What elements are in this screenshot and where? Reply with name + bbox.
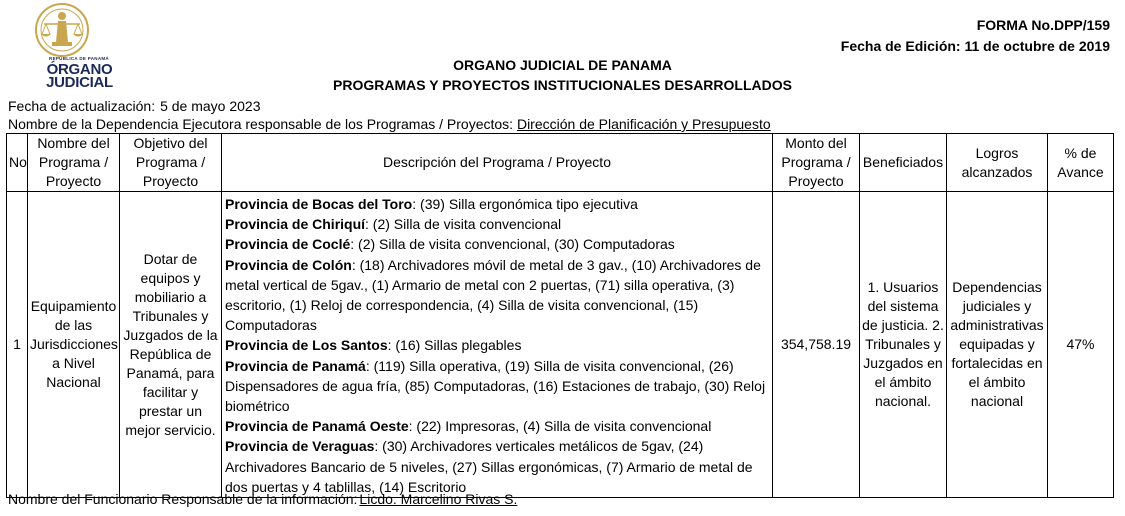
header-progress: % de Avance xyxy=(1048,134,1114,192)
cell-amount: 354,758.19 xyxy=(773,192,860,498)
cell-objective: Dotar de equipos y mobiliario a Tribunales y Juzgados de la República de Panamá, para facilitar y prestar un mejor servicio. xyxy=(120,192,222,498)
header-beneficiaries: Beneficiados xyxy=(860,134,947,192)
province-items: : (119) Silla operativa, (19) Silla de visita convencional, (26) Dispensadores de agua fría, (85) Computadoras, (16) Estaciones de trabajo, (30) Reloj biométrico xyxy=(225,357,766,415)
province-items: : (22) Impresoras, (4) Silla de visita convencional xyxy=(408,418,712,435)
update-date-label: Fecha de actualización: xyxy=(8,98,156,114)
header-amount: Monto del Programa / Proyecto xyxy=(773,134,860,192)
programs-table xyxy=(6,133,1114,498)
cell-beneficiaries: 1. Usuarios del sistema de justicia. 2. Tribunales y Juzgados en el ámbito nacional. xyxy=(860,192,947,498)
province-bocas xyxy=(225,196,638,212)
cell-name: Equipamiento de las Jurisdicciones a Nivel Nacional xyxy=(28,192,120,498)
province-veraguas xyxy=(225,438,753,494)
logo-line-2: JUDICIAL xyxy=(46,74,113,91)
update-date-value: 5 de mayo 2023 xyxy=(160,98,261,114)
header-name: Nombre del Programa / Proyecto xyxy=(28,134,120,192)
logo-line-1: ÓRGANO xyxy=(46,61,113,78)
province-items: : (39) Silla ergonómica tipo ejecutiva xyxy=(412,196,638,212)
province-name: Provincia de Veraguas xyxy=(225,438,375,455)
header-no: No xyxy=(7,134,28,192)
header-description: Descripción del Programa / Proyecto xyxy=(222,134,773,192)
province-items: : (2) Silla de visita convencional, (30) Computadoras xyxy=(350,236,675,253)
dependency-line xyxy=(8,116,771,132)
update-date-line xyxy=(8,98,261,114)
cell-no: 1 xyxy=(7,192,28,498)
province-chiriqui xyxy=(225,216,561,232)
cell-progress: 47% xyxy=(1048,192,1114,498)
table-row xyxy=(7,192,1114,498)
organization-title: ORGANO JUDICIAL DE PANAMA xyxy=(453,57,672,73)
table-header-row xyxy=(7,134,1114,192)
province-items: : (2) Silla de visita convencional xyxy=(365,216,562,233)
dependency-value: Dirección de Planificación y Presupuesto xyxy=(516,116,771,132)
province-panama-oeste xyxy=(225,418,711,434)
province-panama xyxy=(225,358,765,414)
dependency-label: Nombre de la Dependencia Ejecutora responsable de los Programas / Proyectos: xyxy=(8,116,514,132)
province-items: : (18) Archivadores móvil de metal de 3 gav., (10) Archivadores de metal vertical de 5gav., (1) Armario de metal con 2 puertas, (71) silla operativa, (3) escritorio, (1) Reloj de correspondencia, (4) Silla de visita convencional, (15) Computadoras xyxy=(225,256,761,334)
header-objective: Objetivo del Programa / Proyecto xyxy=(120,134,222,192)
header-achievements: Logros alcanzados xyxy=(947,134,1048,192)
edition-date: Fecha de Edición: 11 de octubre de 2019 xyxy=(840,38,1110,54)
province-name: Provincia de Colón xyxy=(225,256,352,273)
province-name: Provincia de Bocas del Toro xyxy=(225,196,413,212)
form-number: FORMA No.DPP/159 xyxy=(976,17,1110,33)
cell-description xyxy=(222,192,773,498)
province-cocle xyxy=(225,236,675,252)
responsible-name: Licdo. Marcelino Rivas S. xyxy=(359,491,518,507)
province-items: : (30) Archivadores verticales metálicos de 5gav, (24) Archivadores Bancario de 5 niveles, (27) Sillas ergonómicas, (7) Armario de metal de dos puertas y 4 tablillas, (14) Escritorio xyxy=(225,438,753,495)
province-items: : (16) Sillas plegables xyxy=(387,337,522,354)
document-title: PROGRAMAS Y PROYECTOS INSTITUCIONALES DESARROLLADOS xyxy=(333,77,792,93)
province-los-santos xyxy=(225,337,521,353)
province-name: Provincia de Coclé xyxy=(225,236,351,253)
province-name: Provincia de Panamá xyxy=(225,357,366,374)
province-name: Provincia de Chiriquí xyxy=(225,216,366,233)
province-colon xyxy=(225,257,761,334)
responsible-official-line xyxy=(8,491,517,507)
province-name: Provincia de Los Santos xyxy=(225,337,388,354)
justice-scales-icon xyxy=(18,2,106,58)
cell-achievements: Dependencias judiciales y administrativas equipadas y fortalecidas en el ámbito nacional xyxy=(947,192,1048,498)
province-name: Provincia de Panamá Oeste xyxy=(225,418,409,435)
logo-republic-text: REPÚBLICA DE PANAMÁ xyxy=(49,56,109,61)
responsible-label: Nombre del Funcionario Responsable de la información: xyxy=(8,491,358,507)
